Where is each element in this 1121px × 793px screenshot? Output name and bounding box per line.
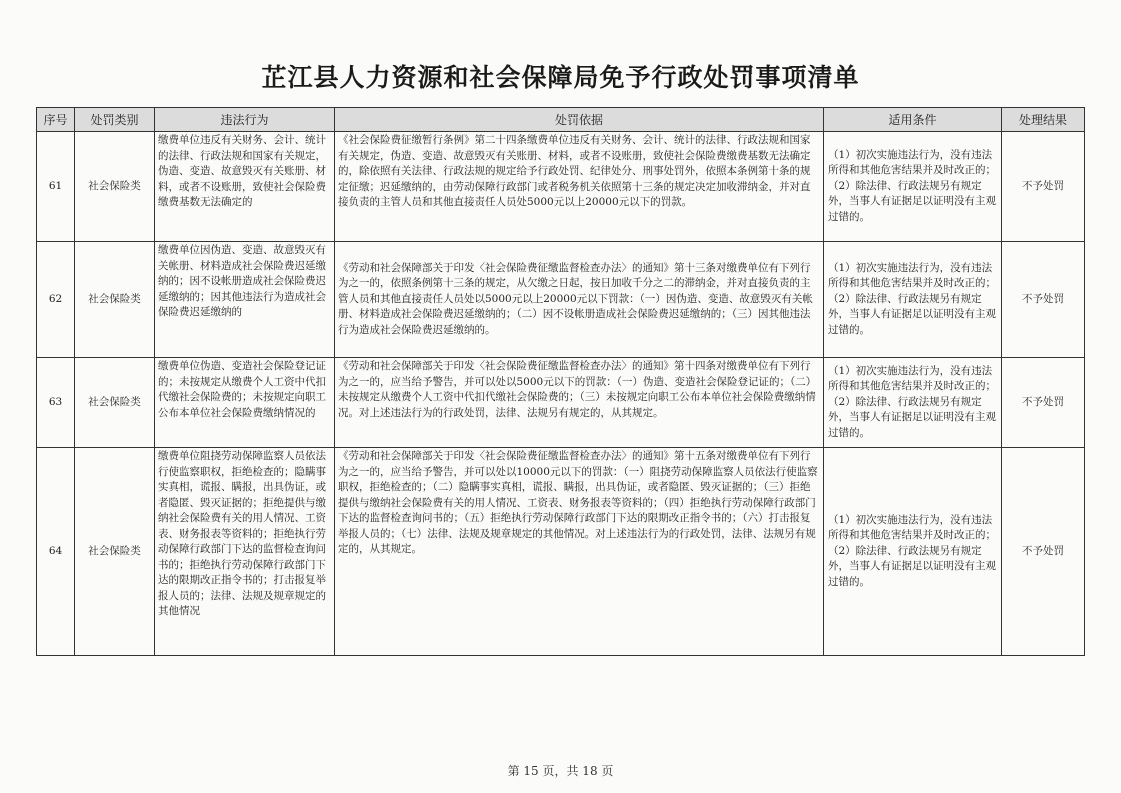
row-result: 不予处罚 [1002, 132, 1085, 242]
page-title: 芷江县人力资源和社会保障局免予行政处罚事项清单 [261, 63, 860, 92]
header-condition: 适用条件 [824, 108, 1002, 132]
row-result: 不予处罚 [1002, 448, 1085, 656]
table-header-row [37, 108, 1085, 132]
penalty-exemption-table [36, 107, 1085, 656]
row-category: 社会保险类 [75, 448, 155, 656]
row-category: 社会保险类 [75, 358, 155, 448]
row-basis: 《劳动和社会保障部关于印发〈社会保险费征缴监督检查办法〉的通知》第十四条对缴费单位有下列行为之一的，应当给予警告，并可以处以5000元以下的罚款：（一）伪造、变造社会保险登记证的；（二）未按规定从缴费个人工资中代扣代缴社会保险费的；（三）未按规定向职工公布本单位社会保险费缴纳情况。对上述违法行为的行政处罚，法律、法规另有规定的，从其规定。 [335, 358, 824, 448]
row-behavior: 缴费单位阻挠劳动保障监察人员依法行使监察职权，拒绝检查的；隐瞒事实真相，谎报、瞒报，出具伪证，或者隐匿、毁灭证据的；拒绝提供与缴纳社会保险费有关的用人情况、工资表、财务报表等资料的；拒绝执行劳动保障行政部门下达的监督检查询问书的；拒绝执行劳动保障行政部门下达的限期改正指令书的；打击报复举报人员的；法律、法规及规章规定的其他情况 [155, 448, 335, 656]
row-behavior: 缴费单位违反有关财务、会计、统计的法律、行政法规和国家有关规定，伪造、变造、故意毁灭有关账册、材料，或者不设账册，致使社会保险费缴费基数无法确定的 [155, 132, 335, 242]
row-no: 63 [37, 358, 75, 448]
row-result: 不予处罚 [1002, 358, 1085, 448]
row-condition: （1）初次实施违法行为，没有违法所得和其他危害结果并及时改正的；（2）除法律、行政法规另有规定外，当事人有证据足以证明没有主观过错的。 [824, 358, 1002, 448]
row-basis: 《劳动和社会保障部关于印发〈社会保险费征缴监督检查办法〉的通知》第十三条对缴费单位有下列行为之一的，依照条例第十三条的规定，从欠缴之日起，按日加收千分之二的滞纳金，并对直接负责的主管人员和其他直接责任人员处以5000元以上20000元以下罚款：（一）因伪造、变造、故意毁灭有关帐册、材料造成社会保险费迟延缴纳的；（二）因不设帐册造成社会保险费迟延缴纳的；（三）因其他违法行为造成社会保险费迟延缴纳的。 [335, 242, 824, 358]
table-row [37, 242, 1085, 358]
page-number: 第 15 页，共 18 页 [507, 764, 614, 778]
row-no: 61 [37, 132, 75, 242]
row-no: 64 [37, 448, 75, 656]
table-row [37, 358, 1085, 448]
row-behavior: 缴费单位因伪造、变造、故意毁灭有关帐册、材料造成社会保险费迟延缴纳的；因不设帐册造成社会保险费迟延缴纳的；因其他违法行为造成社会保险费迟延缴纳的 [155, 242, 335, 358]
row-category: 社会保险类 [75, 132, 155, 242]
row-no: 62 [37, 242, 75, 358]
header-basis: 处罚依据 [335, 108, 824, 132]
row-result: 不予处罚 [1002, 242, 1085, 358]
table-row [37, 448, 1085, 656]
header-behavior: 违法行为 [155, 108, 335, 132]
row-condition: （1）初次实施违法行为，没有违法所得和其他危害结果并及时改正的；（2）除法律、行政法规另有规定外，当事人有证据足以证明没有主观过错的。 [824, 132, 1002, 242]
header-category: 处罚类别 [75, 108, 155, 132]
row-basis: 《社会保险费征缴暂行条例》第二十四条缴费单位违反有关财务、会计、统计的法律、行政法规和国家有关规定，伪造、变造、故意毁灭有关账册、材料，或者不设账册，致使社会保险费缴费基数无法确定的，除依照有关法律、行政法规的规定给予行政处罚、纪律处分、刑事处罚外，依照本条例第十条的规定征缴；迟延缴纳的，由劳动保障行政部门或者税务机关依照第十三条的规定决定加收滞纳金，并对直接负责的主管人员和其他直接责任人员处5000元以上20000元以下的罚款。 [335, 132, 824, 242]
row-condition: （1）初次实施违法行为，没有违法所得和其他危害结果并及时改正的；（2）除法律、行政法规另有规定外，当事人有证据足以证明没有主观过错的。 [824, 242, 1002, 358]
header-no: 序号 [37, 108, 75, 132]
row-behavior: 缴费单位伪造、变造社会保险登记证的；未按规定从缴费个人工资中代扣代缴社会保险费的；未按规定向职工公布本单位社会保险费缴纳情况的 [155, 358, 335, 448]
row-condition: （1）初次实施违法行为，没有违法所得和其他危害结果并及时改正的；（2）除法律、行政法规另有规定外，当事人有证据足以证明没有主观过错的。 [824, 448, 1002, 656]
row-category: 社会保险类 [75, 242, 155, 358]
table-row [37, 132, 1085, 242]
row-basis: 《劳动和社会保障部关于印发〈社会保险费征缴监督检查办法〉的通知》第十五条对缴费单位有下列行为之一的，应当给予警告，并可以处以10000元以下的罚款：（一）阻挠劳动保障监察人员依法行使监察职权，拒绝检查的；（二）隐瞒事实真相，谎报、瞒报，出具伪证，或者隐匿、毁灭证据的；（三）拒绝提供与缴纳社会保险费有关的用人情况、工资表、财务报表等资料的；（四）拒绝执行劳动保障行政部门下达的监督检查询问书的；（五）拒绝执行劳动保障行政部门下达的限期改正指令书的；（六）打击报复举报人员的；（七）法律、法规及规章规定的其他情况。对上述违法行为的行政处罚，法律、法规另有规定的，从其规定。 [335, 448, 824, 656]
header-result: 处理结果 [1002, 108, 1085, 132]
